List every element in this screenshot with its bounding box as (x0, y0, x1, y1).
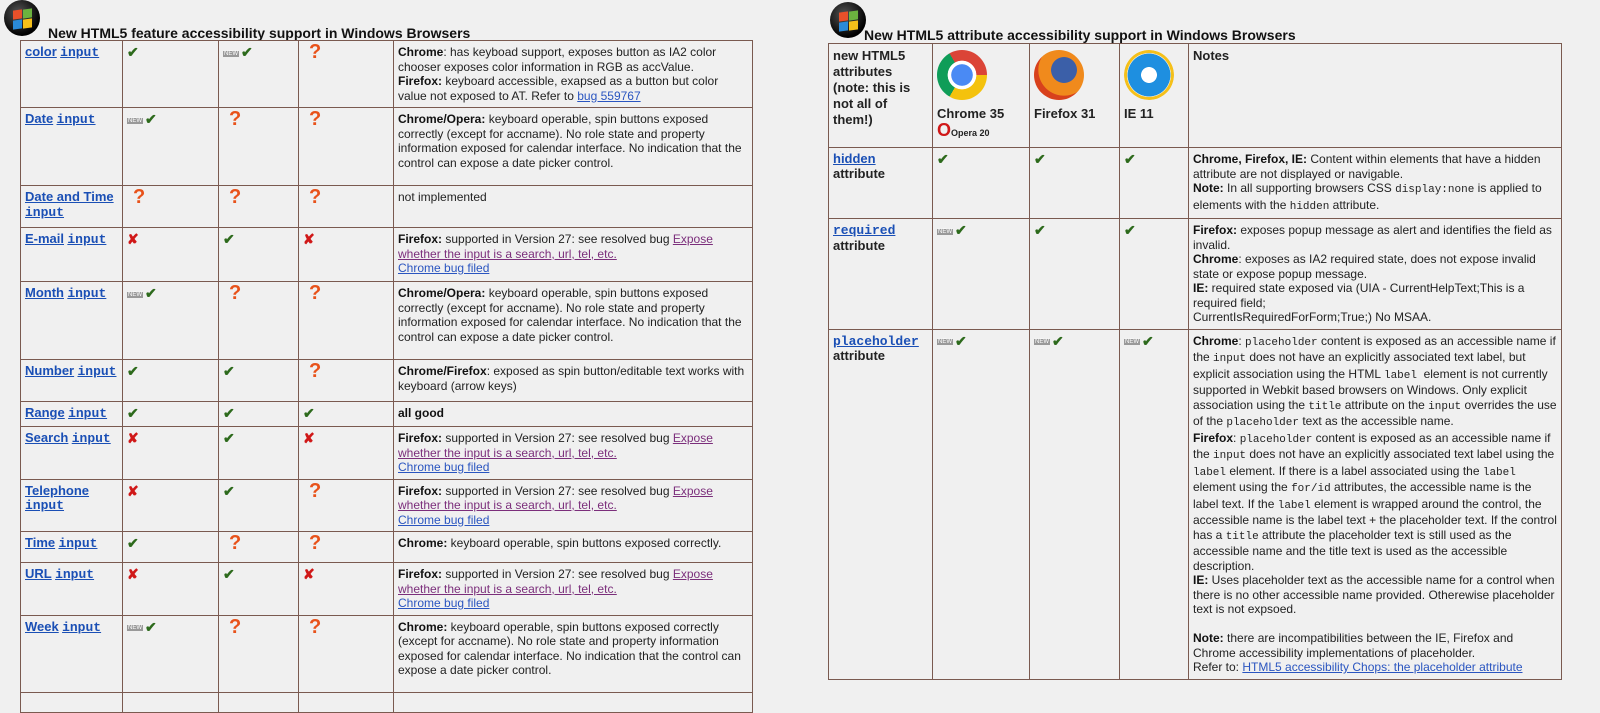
note-text: element is wrapped around the control, the accessible name is the label text + the placeholder text. If the control has a (1193, 496, 1557, 542)
table-row (829, 219, 1562, 330)
firefox-column-header: Firefox 31 (1034, 106, 1096, 121)
note-text: not implemented (398, 190, 487, 204)
support-cell (299, 402, 394, 427)
notes-cell (394, 360, 753, 402)
attribute-cell (829, 329, 933, 679)
note-label: IE: (1193, 573, 1209, 587)
checkmark-icon: ✔ (1052, 332, 1064, 349)
new-badge: NEW (1125, 339, 1139, 346)
checkmark-icon: ✔ (223, 430, 235, 446)
windows-logo-icon (4, 0, 40, 36)
feature-table-title: New HTML5 feature accessibility support in Windows Browsers (48, 25, 471, 41)
checkmark-icon: ✔ (1124, 151, 1136, 167)
note-text: : (1233, 430, 1240, 445)
opera-logo-icon: O (937, 120, 952, 140)
support-cell (933, 219, 1030, 330)
note-text: attribute the placeholder text is still used as the accessible name and the title text is used as the accessible description. (1193, 527, 1512, 573)
code-term: title (1225, 530, 1259, 543)
note-text: is applied to elements with the (1193, 181, 1542, 212)
notes-cell (394, 108, 753, 186)
support-cell (219, 186, 299, 228)
checkmark-icon: ✔ (1142, 332, 1154, 349)
note-text: keyboard operable, spin buttons exposed correctly. (447, 536, 722, 550)
support-cell (219, 360, 299, 402)
note-text: supported in Version 27: see resolved bug (442, 232, 673, 246)
checkmark-icon: ✔ (223, 363, 235, 379)
note-label: Chrome/Opera: (398, 286, 486, 300)
table-row (21, 479, 753, 532)
support-cell (219, 41, 299, 108)
note-text: supported in Version 27: see resolved bug (442, 567, 673, 581)
note-label: all good (398, 406, 444, 420)
notes-cell (394, 186, 753, 228)
checkmark-icon: ✔ (1034, 222, 1046, 238)
new-badge: NEW (128, 117, 142, 124)
support-cell (219, 532, 299, 563)
table-row (21, 427, 753, 480)
question-mark-icon: ? (309, 615, 322, 638)
feature-link[interactable]: Range (25, 405, 65, 420)
feature-link[interactable]: Month (25, 285, 64, 300)
notes-cell (394, 402, 753, 427)
new-badge: NEW (128, 291, 142, 298)
code-term: placeholder (1239, 433, 1313, 446)
feature-cell (21, 41, 123, 108)
input-link[interactable]: input (77, 364, 117, 379)
note-label: Chrome (1193, 333, 1239, 348)
note-text: element. If there is a label associated using the (1226, 463, 1483, 478)
note-text: does not have an explicitly associated text label, but explicit association using the HTML (1193, 350, 1526, 381)
support-cell (299, 563, 394, 616)
input-link[interactable]: input (67, 232, 107, 247)
input-link[interactable]: input (55, 567, 95, 582)
feature-link[interactable]: E-mail (25, 231, 65, 246)
note-label: Chrome (1193, 252, 1239, 266)
note-label: Firefox: (398, 567, 443, 581)
question-mark-icon: ? (309, 532, 322, 554)
checkmark-icon: ✔ (303, 405, 315, 421)
note-text: Refer to: (1193, 660, 1243, 674)
note-link[interactable]: Expose whether the input is a search, url, tel, etc. (398, 567, 713, 596)
feature-cell (21, 228, 123, 282)
support-cell (299, 615, 394, 692)
code-term: hidden (1289, 200, 1330, 213)
note-label: Firefox (1193, 430, 1234, 445)
input-link[interactable]: input (60, 45, 100, 60)
support-cell (1120, 219, 1189, 330)
note-text: element using the (1193, 480, 1292, 494)
support-cell (933, 329, 1030, 679)
note-text: keyboard operable, spin buttons exposed correctly (except for accname). No role state and property information exposed for calendar interface. No indication that the control can expose a date picker control. (398, 619, 741, 677)
support-cell (123, 41, 219, 108)
note-link[interactable]: Chrome bug filed (398, 460, 490, 474)
checkmark-icon: ✔ (223, 482, 235, 499)
support-cell (1030, 148, 1120, 219)
ie-column-header: IE 11 (1124, 106, 1154, 121)
table-row (829, 329, 1562, 679)
support-cell (933, 148, 1030, 219)
note-text: : (1238, 333, 1246, 348)
empty-cell (123, 692, 219, 712)
feature-link[interactable]: Date and Time (25, 189, 114, 204)
attribute-word: attribute (833, 237, 885, 253)
windows-logo-icon (830, 2, 866, 38)
feature-cell (21, 615, 123, 692)
attribute-link[interactable]: required (833, 223, 896, 238)
feature-link[interactable]: Search (25, 430, 69, 445)
code-term: input (1213, 353, 1247, 365)
note-label: Chrome: (398, 536, 448, 550)
support-cell (1120, 148, 1189, 219)
question-mark-icon: ? (133, 186, 146, 208)
table-row (21, 282, 753, 360)
note-text: attribute on the (1341, 397, 1429, 412)
input-link[interactable]: input (71, 431, 111, 446)
input-link[interactable]: input (56, 112, 96, 127)
attribute-support-table (828, 43, 1562, 680)
question-mark-icon: ? (309, 186, 322, 208)
notes-cell (1189, 148, 1562, 219)
input-link[interactable]: input (58, 536, 98, 551)
table-row (21, 563, 753, 616)
support-cell (123, 186, 219, 228)
checkmark-icon: ✔ (223, 231, 235, 247)
notes-column-header: Notes (1193, 48, 1230, 63)
feature-cell (21, 186, 123, 228)
support-cell (123, 360, 219, 402)
note-text: content is exposed as an accessible name if the (1193, 333, 1556, 364)
support-cell (299, 282, 394, 360)
checkmark-icon: ✔ (127, 363, 139, 379)
new-badge: NEW (938, 339, 952, 346)
opera-label: Opera 20 (951, 128, 990, 138)
new-badge: NEW (1035, 339, 1049, 346)
attribute-link[interactable]: hidden (833, 151, 876, 166)
notes-cell (1189, 329, 1562, 679)
support-cell (299, 479, 394, 532)
table-row (21, 532, 753, 563)
input-link[interactable]: input (62, 619, 102, 635)
notes-cell (394, 427, 753, 480)
note-link[interactable]: Chrome bug filed (398, 261, 490, 275)
attribute-link[interactable]: placeholder (833, 333, 919, 349)
support-cell (1030, 329, 1120, 679)
question-mark-icon: ? (229, 186, 242, 208)
note-text: supported in Version 27: see resolved bug (442, 431, 673, 445)
note-text: In all supporting browsers CSS (1223, 181, 1396, 195)
note-text: keyboard accessible, exapsed as a button but color value not exposed to AT. Refer to (398, 74, 719, 103)
code-term: title (1308, 400, 1342, 413)
note-text: overrides the use of the (1193, 397, 1557, 428)
note-label: Firefox: (398, 74, 443, 88)
support-cell (299, 108, 394, 186)
cross-icon: ✘ (303, 231, 315, 247)
table-row (829, 148, 1562, 219)
support-cell (123, 228, 219, 282)
table-row (21, 360, 753, 402)
chrome-logo-icon (937, 50, 987, 100)
table-row (21, 41, 753, 108)
notes-cell (394, 228, 753, 282)
notes-cell (394, 532, 753, 563)
support-cell (1120, 329, 1189, 679)
note-text: keyboard operable, spin buttons exposed correctly (except for accname). No role state and property information exposed for calendar interface. No indication that the control can expose a date picker control. (398, 286, 742, 344)
note-text: exposes popup message as alert and identifies the field as invalid. (1193, 223, 1552, 252)
attributes-column-header: new HTML5 attributes (note: this is not all of them!) (833, 48, 911, 127)
note-label: Firefox: (398, 232, 443, 246)
new-badge: NEW (224, 50, 238, 57)
support-cell (123, 402, 219, 427)
support-cell (299, 360, 394, 402)
firefox-logo-icon (1034, 50, 1084, 100)
checkmark-icon: ✔ (1034, 151, 1046, 167)
support-cell (219, 228, 299, 282)
code-term: for/id (1291, 483, 1331, 495)
new-badge: NEW (938, 228, 952, 235)
note-label: Chrome, Firefox, IE: (1193, 152, 1308, 166)
empty-cell (219, 692, 299, 712)
empty-cell (21, 692, 123, 712)
feature-cell (21, 532, 123, 563)
note-link[interactable]: Expose whether the input is a search, url, tel, etc. (398, 232, 713, 261)
cross-icon: ✘ (127, 482, 139, 499)
support-cell (299, 427, 394, 480)
attribute-word: attribute (833, 348, 885, 363)
checkmark-icon: ✔ (937, 151, 949, 167)
note-text: Uses placeholder text as the accessible name for a control when there is no other accessible name provided. Otherewise placeholder text is not expsoed. (1193, 573, 1555, 616)
question-mark-icon: ? (309, 360, 322, 382)
feature-cell (21, 402, 123, 427)
note-link[interactable]: bug 559767 (577, 88, 641, 103)
note-text: attributes, the accessible name is the label text. If the (1193, 480, 1532, 511)
table-row (21, 692, 753, 712)
note-label: Note: (1193, 631, 1224, 645)
attribute-cell (829, 148, 933, 219)
support-cell (123, 479, 219, 532)
feature-cell (21, 360, 123, 402)
code-term: placeholder (1226, 417, 1299, 429)
question-mark-icon: ? (309, 282, 322, 304)
input-link[interactable]: input (68, 406, 108, 421)
checkmark-icon: ✔ (127, 535, 139, 551)
cross-icon: ✘ (303, 566, 315, 582)
code-term: input (1213, 450, 1247, 462)
notes-cell (394, 615, 753, 692)
table-row (21, 186, 753, 228)
feature-link[interactable]: color (25, 44, 57, 59)
note-label: Firefox: (398, 431, 443, 445)
note-link[interactable]: Expose whether the input is a search, url, tel, etc. (398, 483, 713, 512)
empty-cell (394, 692, 753, 712)
note-label: Chrome: (398, 619, 448, 634)
note-text: : has keyboad support, exposes button as IA2 color chooser exposes color information in RGB as accValue. (398, 45, 717, 74)
input-link[interactable]: input (25, 498, 65, 513)
note-text: required state exposed via (UIA - CurrentHelpText;This is a required field; (1193, 281, 1525, 310)
checkmark-icon: ✔ (127, 405, 139, 421)
note-label: IE: (1193, 281, 1209, 295)
feature-cell (21, 282, 123, 360)
note-label: Firefox: (1193, 223, 1238, 237)
feature-link[interactable]: Date (25, 111, 54, 126)
checkmark-icon: ✔ (955, 332, 967, 349)
note-text: element is not currently supported in Webkit based browsers on Windows. Only explicit association using the (1193, 366, 1548, 412)
question-mark-icon: ? (229, 108, 242, 130)
attribute-cell (829, 219, 933, 330)
table-row (21, 228, 753, 282)
input-link[interactable]: input (67, 286, 107, 301)
note-text: CurrentIsRequiredForForm;True;) No MSAA. (1193, 310, 1432, 324)
checkmark-icon: ✔ (145, 111, 157, 127)
question-mark-icon: ? (229, 615, 242, 638)
support-cell (299, 186, 394, 228)
empty-cell (299, 692, 394, 712)
table-row (21, 402, 753, 427)
code-term: display:none (1395, 184, 1475, 196)
checkmark-icon: ✔ (223, 566, 235, 582)
question-mark-icon: ? (309, 479, 322, 502)
note-text: : exposes as IA2 required state, does not expose invalid state or expose popup message. (1193, 252, 1536, 281)
cross-icon: ✘ (127, 430, 139, 446)
notes-cell (1189, 219, 1562, 330)
feature-link[interactable]: Week (25, 618, 59, 634)
ie-logo-icon (1124, 50, 1174, 100)
feature-cell (21, 108, 123, 186)
support-cell (1030, 219, 1120, 330)
note-label: Chrome/Firefox (398, 364, 487, 378)
support-cell (123, 108, 219, 186)
question-mark-icon: ? (309, 41, 322, 63)
note-link[interactable]: Chrome bug filed (398, 596, 490, 610)
support-cell (123, 282, 219, 360)
notes-cell (394, 479, 753, 532)
support-cell (219, 479, 299, 532)
code-term: placeholder (1245, 336, 1318, 349)
note-text: keyboard operable, spin buttons exposed correctly (except for accname). No role state and property information exposed for calendar interface. No indication that the control can expose a date picker control. (398, 112, 742, 170)
note-text: Content within elements that have a hidden attribute are not displayed or navigable. (1193, 152, 1541, 181)
notes-cell (394, 41, 753, 108)
support-cell (299, 41, 394, 108)
code-term: label (1277, 499, 1311, 512)
note-text: : exposed as spin button/editable text works with keyboard (arrow keys) (398, 364, 745, 393)
code-term: label (1383, 369, 1424, 382)
feature-link[interactable]: Time (25, 535, 56, 550)
notes-cell (394, 563, 753, 616)
support-cell (123, 563, 219, 616)
support-cell (219, 563, 299, 616)
cross-icon: ✘ (303, 430, 315, 446)
checkmark-icon: ✔ (145, 285, 157, 301)
support-cell (219, 282, 299, 360)
cross-icon: ✘ (127, 231, 139, 247)
feature-link[interactable]: URL (25, 566, 52, 581)
note-text: text as the accessible name. (1298, 414, 1454, 428)
note-text: content is exposed as an accessible name if the (1193, 430, 1551, 461)
note-label: Firefox: (398, 483, 443, 498)
checkmark-icon: ✔ (241, 44, 253, 60)
note-label: Note: (1193, 181, 1224, 195)
note-link[interactable]: Expose whether the input is a search, url, tel, etc. (398, 431, 713, 460)
feature-cell (21, 479, 123, 532)
checkmark-icon: ✔ (223, 405, 235, 421)
checkmark-icon: ✔ (127, 44, 139, 60)
support-cell (123, 427, 219, 480)
support-cell (299, 532, 394, 563)
code-term: label (1193, 466, 1227, 479)
support-cell (299, 228, 394, 282)
question-mark-icon: ? (229, 532, 242, 554)
note-text: supported in Version 27: see resolved bug (442, 483, 673, 498)
support-cell (123, 532, 219, 563)
support-cell (219, 108, 299, 186)
note-text: there are incompatibilities between the IE, Firefox and Chrome accessibility implementations of placeholder. (1193, 631, 1514, 660)
code-term: label (1482, 466, 1516, 479)
feature-cell (21, 563, 123, 616)
cross-icon: ✘ (127, 566, 139, 582)
support-cell (219, 427, 299, 480)
feature-link[interactable]: Telephone (25, 482, 90, 498)
checkmark-icon: ✔ (955, 222, 967, 238)
new-badge: NEW (128, 625, 142, 632)
support-cell (123, 615, 219, 692)
note-link[interactable]: HTML5 accessibility Chops: the placeholder attribute (1242, 660, 1523, 674)
note-link[interactable]: Chrome bug filed (398, 512, 490, 527)
note-text: attribute. (1329, 197, 1380, 212)
attribute-word: attribute (833, 165, 885, 181)
input-link[interactable]: input (25, 204, 65, 220)
feature-link[interactable]: Number (25, 363, 75, 378)
checkmark-icon: ✔ (1124, 222, 1136, 238)
support-cell (219, 615, 299, 692)
attribute-table-title: New HTML5 attribute accessibility support in Windows Browsers (864, 27, 1296, 43)
chrome-column-header: Chrome 35 (937, 106, 1005, 121)
feature-support-table (20, 40, 753, 713)
support-cell (219, 402, 299, 427)
question-mark-icon: ? (309, 108, 322, 130)
code-term: input (1428, 400, 1462, 413)
note-text: does not have an explicitly associated text label using the (1246, 447, 1555, 461)
notes-cell (394, 282, 753, 360)
question-mark-icon: ? (229, 282, 242, 304)
note-label: Chrome/Opera: (398, 112, 486, 126)
note-label: Chrome (398, 45, 444, 59)
feature-cell (21, 427, 123, 480)
table-row (21, 615, 753, 692)
table-row (21, 108, 753, 186)
checkmark-icon: ✔ (145, 618, 157, 635)
